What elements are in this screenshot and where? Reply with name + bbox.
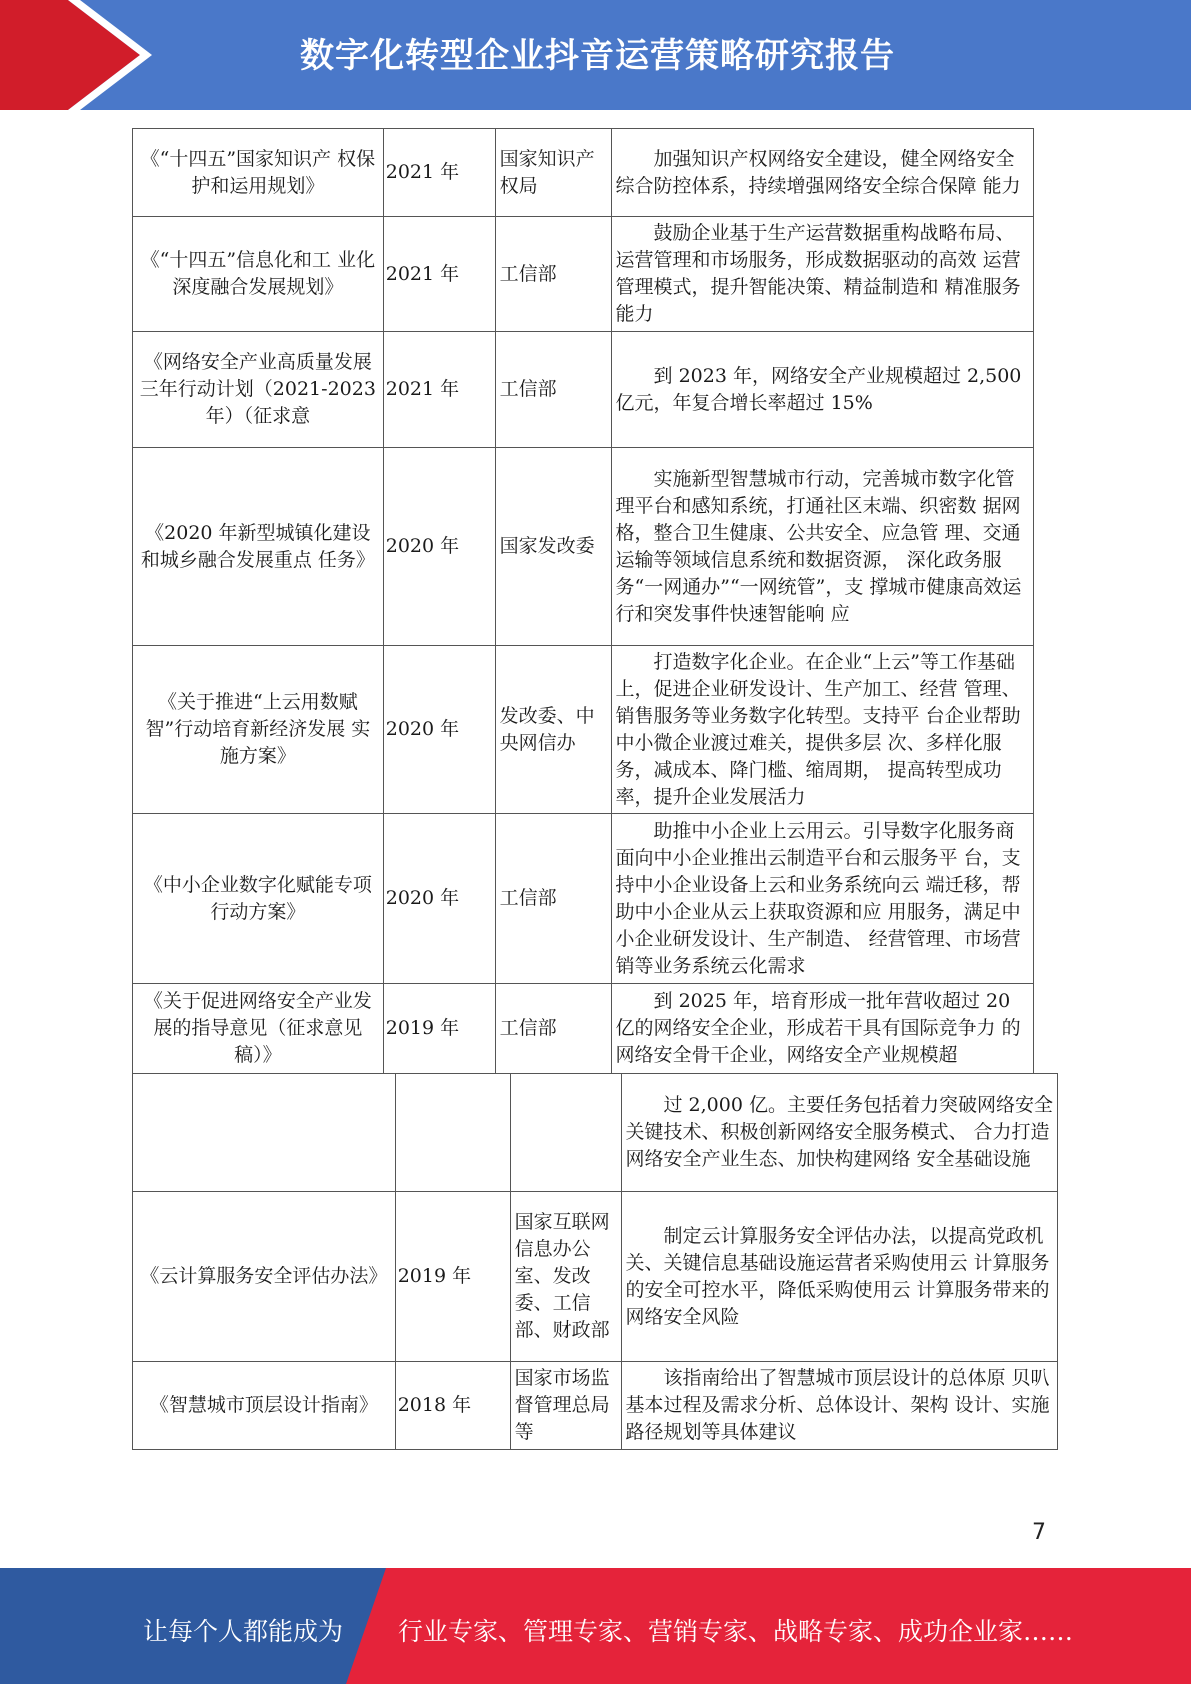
table-row xyxy=(133,448,1034,646)
policy-name: 《关于推进“上云用数赋 智”行动培育新经济发展 实施方案》 xyxy=(133,646,384,814)
table-row xyxy=(133,1074,1058,1192)
policy-desc: 助推中小企业上云用云。引导数字化服务商面向中小企业推出云制造平台和云服务平 台，支持中小企业设备上云和业务系统向云 端迁移，帮助中小企业从云上获取资源和应 用服务，满足中小企业研发设计、生产制造、 经营管理、市场营销等业务系统云化需求 xyxy=(611,814,1033,984)
policy-year: 2019 年 xyxy=(395,1192,510,1362)
policy-org: 国家知识产权局 xyxy=(495,129,611,217)
policy-org xyxy=(510,1074,621,1192)
policy-name: 《2020 年新型城镇化建设和城乡融合发展重点 任务》 xyxy=(133,448,384,646)
table-row xyxy=(133,332,1034,448)
policy-year: 2020 年 xyxy=(383,646,495,814)
page-footer xyxy=(0,1568,1191,1684)
table-row xyxy=(133,646,1034,814)
page-title: 数字化转型企业抖音运营策略研究报告 xyxy=(300,36,895,76)
page-header xyxy=(0,0,1191,110)
table-row xyxy=(133,984,1034,1074)
policy-desc: 实施新型智慧城市行动，完善城市数字化管理平台和感知系统，打通社区末端、织密数 据网格，整合卫生健康、公共安全、应急管 理、交通运输等领域信息系统和数据资源， 深化政务服务“一网通办”“一网统管”，支 撑城市健康高效运行和突发事件快速智能响 应 xyxy=(611,448,1033,646)
policy-name: 《云计算服务安全评估办法》 xyxy=(133,1192,396,1362)
policy-desc: 鼓励企业基于生产运营数据重构战略布局、运营管理和市场服务，形成数据驱动的高效 运营管理模式，提升智能决策、精益制造和 精准服务能力 xyxy=(611,217,1033,332)
policy-name: 《“十四五”信息化和工 业化深度融合发展规划》 xyxy=(133,217,384,332)
policy-year: 2021 年 xyxy=(383,332,495,448)
policy-name: 《智慧城市顶层设计指南》 xyxy=(133,1362,396,1450)
table-row xyxy=(133,814,1034,984)
policy-year: 2021 年 xyxy=(383,129,495,217)
page-number: 7 xyxy=(1032,1520,1046,1545)
policy-org: 国家互联网信息办公室、发改委、工信部、财政部 xyxy=(510,1192,621,1362)
policy-year: 2020 年 xyxy=(383,814,495,984)
policy-name: 《“十四五”国家知识产 权保护和运用规划》 xyxy=(133,129,384,217)
policy-desc: 到 2025 年，培育形成一批年营收超过 20 亿的网络安全企业，形成若干具有国际竞争力 的网络安全骨干企业，网络安全产业规模超 xyxy=(611,984,1033,1074)
table-row xyxy=(133,1362,1058,1450)
policy-org: 工信部 xyxy=(495,332,611,448)
policy-desc: 制定云计算服务安全评估办法，以提高党政机关、关键信息基础设施运营者采购使用云 计算服务的安全可控水平，降低采购使用云 计算服务带来的网络安全风险 xyxy=(621,1192,1058,1362)
policy-year: 2020 年 xyxy=(383,448,495,646)
policy-name: 《网络安全产业高质量发展三年行动计划（2021-2023 年）（征求意 xyxy=(133,332,384,448)
table-row xyxy=(133,1192,1058,1362)
policy-desc: 过 2,000 亿。主要任务包括着力突破网络安全关键技术、积极创新网络安全服务模式、 合力打造网络安全产业生态、加快构建网络 安全基础设施 xyxy=(621,1074,1058,1192)
policy-year: 2019 年 xyxy=(383,984,495,1074)
table-row xyxy=(133,217,1034,332)
policy-org: 国家市场监督管理总局等 xyxy=(510,1362,621,1450)
policy-org: 国家发改委 xyxy=(495,448,611,646)
policy-org: 工信部 xyxy=(495,217,611,332)
policy-year xyxy=(395,1074,510,1192)
policy-table-continued xyxy=(132,1073,1058,1450)
policy-org: 工信部 xyxy=(495,984,611,1074)
policy-org: 工信部 xyxy=(495,814,611,984)
policy-year: 2018 年 xyxy=(395,1362,510,1450)
policy-table xyxy=(132,128,1034,1074)
policy-desc: 该指南给出了智慧城市顶层设计的总体原 贝叭基本过程及需求分析、总体设计、架构 设计、实施路径规划等具体建议 xyxy=(621,1362,1058,1450)
policy-name: 《中小企业数字化赋能专项行动方案》 xyxy=(133,814,384,984)
table-row xyxy=(133,129,1034,217)
footer-slogan-left: 让每个人都能成为 xyxy=(143,1617,344,1646)
policy-year: 2021 年 xyxy=(383,217,495,332)
policy-desc: 加强知识产权网络安全建设，健全网络安全综合防控体系，持续增强网络安全综合保障 能力 xyxy=(611,129,1033,217)
policy-org: 发改委、中央网信办 xyxy=(495,646,611,814)
footer-slogan-right: 行业专家、管理专家、营销专家、战略专家、成功企业家…… xyxy=(398,1617,1074,1646)
policy-name xyxy=(133,1074,396,1192)
policy-name: 《关于促进网络安全产业发展的指导意见（征求意见稿）》 xyxy=(133,984,384,1074)
policy-desc: 到 2023 年，网络安全产业规模超过 2,500 亿元，年复合增长率超过 15% xyxy=(611,332,1033,448)
policy-desc: 打造数字化企业。在企业“上云”等工作基础上，促进企业研发设计、生产加工、经营 管理、销售服务等业务数字化转型。支持平 台企业帮助中小微企业渡过难关，提供多层 次、多样化服务，减成本、降门槛、缩周期， 提高转型成功率，提升企业发展活力 xyxy=(611,646,1033,814)
